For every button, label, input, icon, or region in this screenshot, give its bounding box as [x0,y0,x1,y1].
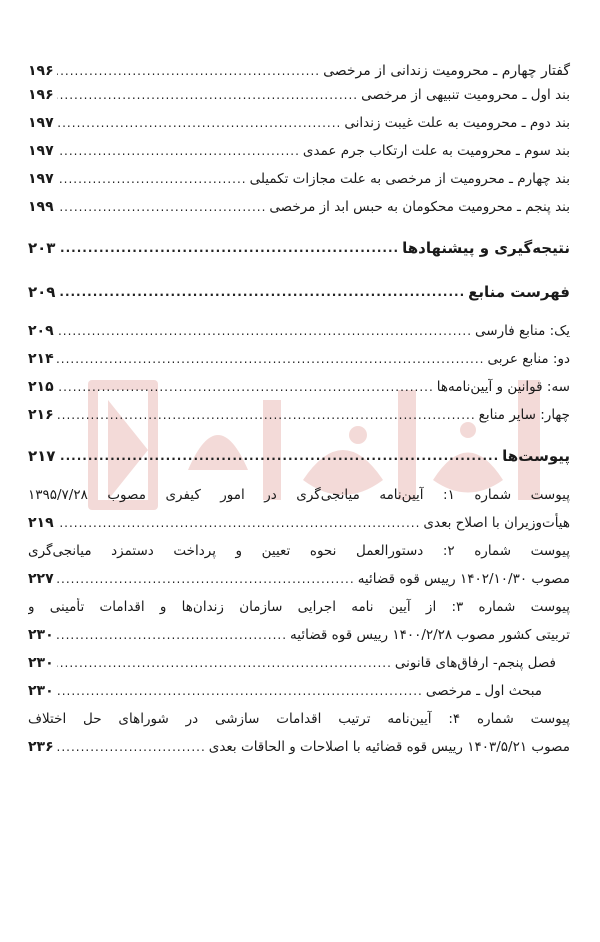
dot-leader [57,738,206,756]
toc-chapter-title: فهرست منابع [468,283,570,301]
dot-leader [58,447,499,465]
toc-entry-page: ۱۹۹ [28,199,54,215]
dot-leader [57,514,421,532]
toc-chapter[interactable] [28,270,570,314]
dot-leader [57,350,485,368]
dot-leader [57,406,476,424]
toc-entry[interactable] [28,62,570,86]
dot-leader [58,283,465,301]
toc-entry-title: بند اول ـ محرومیت تنبیهی از مرخصی [361,87,570,103]
dot-leader [57,114,342,132]
dot-leader [57,654,392,672]
toc-entry-title: فصل پنجم- ارفاق‌های قانونی [394,655,556,671]
toc-chapter-page: ۲۱۷ [28,447,56,465]
toc-entry-page: ۲۳۰ [28,655,54,671]
toc-entry-title: بند دوم ـ محرومیت به علت غیبت زندانی [344,115,570,131]
toc-entry[interactable] [28,738,570,766]
toc-entry-title: یک: منابع فارسی [475,323,570,339]
dot-leader [58,239,399,257]
toc-chapter-page: ۲۰۳ [28,239,56,257]
toc-chapter[interactable] [28,226,570,270]
toc-entry[interactable] [28,682,570,710]
toc-entry[interactable] [28,322,570,350]
toc-entry-line1: پیوست شماره ۳: از آیین نامه اجرایی سازمان زندان‌ها و اقدامات تأمینی و [28,599,570,615]
toc-chapter-page: ۲۰۹ [28,283,56,301]
toc-entry[interactable] [28,654,570,682]
toc-entry-line1: پیوست شماره ۲: دستورالعمل نحوه تعیین و پرداخت دستمزد میانجی‌گری [28,543,570,559]
toc-entry-page: ۲۱۵ [28,379,54,395]
toc-chapter-title: نتیجه‌گیری و پیشنهادها [402,239,570,257]
toc-entry[interactable] [28,170,570,198]
dot-leader [57,62,320,80]
toc-entry-title: بند سوم ـ محرومیت به علت ارتکاب جرم عمدی [302,143,570,159]
toc-entry[interactable] [28,86,570,114]
toc-entry[interactable] [28,142,570,170]
toc-entry-title: چهار: سایر منابع [478,407,570,423]
toc-entry-title: بند چهارم ـ محرومیت از مرخصی به علت مجازات تکمیلی [249,171,570,187]
toc-entry-page: ۲۱۶ [28,407,54,423]
toc-entry-page: ۲۳۰ [28,627,54,643]
toc-entry-page: ۱۹۷ [28,115,54,131]
toc-entry-title: هیأت‌وزیران با اصلاح بعدی [423,515,570,531]
toc-entry-title: دو: منابع عربی [487,351,570,367]
toc-entry-title: بند پنجم ـ محرومیت محکومان به حبس ابد از مرخصی [269,199,570,215]
toc-entry[interactable] [28,350,570,378]
toc-entry-title: مصوب ۱۴۰۳/۵/۲۱ رییس قوه قضائیه با اصلاحات و الحاقات بعدی [208,739,570,755]
dot-leader [57,378,434,396]
toc-entry[interactable] [28,378,570,406]
toc-entry-title: مصوب ۱۴۰۲/۱۰/۳۰ رییس قوه قضائیه [357,571,570,587]
toc-entry-page: ۱۹۷ [28,143,54,159]
table-of-contents [28,62,570,766]
toc-entry-title: تربیتی کشور مصوب ۱۴۰۰/۲/۲۸ رییس قوه قضائیه [290,627,570,643]
toc-entry-title: مبحث اول ـ مرخصی [425,683,542,699]
toc-entry-page: ۲۳۰ [28,683,54,699]
toc-entry[interactable] [28,570,570,598]
toc-entry-title: گفتار چهارم ـ محرومیت زندانی از مرخصی [323,63,570,79]
toc-entry-page: ۱۹۶ [28,63,54,79]
dot-leader [57,626,287,644]
dot-leader [57,170,247,188]
toc-entry-page: ۱۹۶ [28,87,54,103]
dot-leader [57,86,358,104]
dot-leader [57,142,300,160]
toc-chapter[interactable] [28,434,570,478]
dot-leader [57,198,267,216]
toc-entry[interactable] [28,626,570,654]
toc-entry-page: ۱۹۷ [28,171,54,187]
toc-entry[interactable] [28,514,570,542]
toc-entry-page: ۲۲۷ [28,571,54,587]
toc-entry[interactable] [28,406,570,434]
toc-entry-line1: پیوست شماره ۴: آیین‌نامه ترتیب اقدامات سازشی در شوراهای حل اختلاف [28,711,570,727]
toc-entry-page: ۲۳۶ [28,739,54,755]
toc-entry[interactable] [28,114,570,142]
toc-entry-page: ۲۱۴ [28,351,54,367]
toc-entry-page: ۲۰۹ [28,323,54,339]
toc-chapter-title: پیوست‌ها [502,447,570,465]
toc-entry[interactable] [28,198,570,226]
dot-leader [57,682,423,700]
toc-entry-title: سه: قوانین و آیین‌نامه‌ها [436,379,570,395]
toc-entry-line1: پیوست شماره ۱: آیین‌نامه میانجی‌گری در امور کیفری مصوب ۱۳۹۵/۷/۲۸ [28,487,570,503]
dot-leader [57,322,472,340]
dot-leader [57,570,355,588]
toc-entry-page: ۲۱۹ [28,515,54,531]
